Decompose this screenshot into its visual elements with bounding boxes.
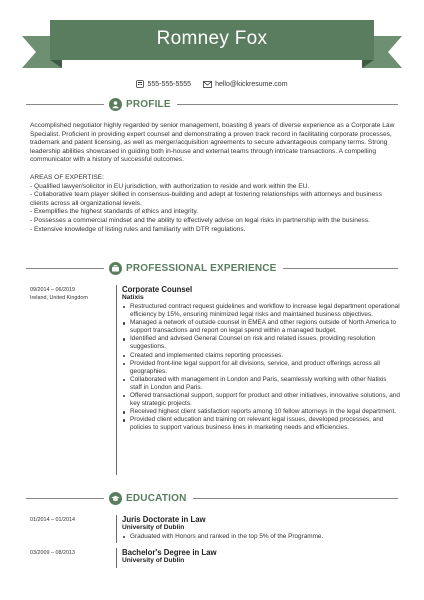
list-item: Identified and advised General Counsel on risk and related issues, providing resolution suggestions. [122, 335, 400, 351]
contact-email [203, 81, 287, 88]
divider [177, 104, 398, 105]
list-item: Received highest client satisfaction reports among 10 fellow attorneys in the legal department. [122, 408, 400, 416]
entry-meta [30, 286, 110, 302]
entry-body [122, 515, 400, 541]
divider [283, 268, 398, 269]
education-dates: 03/2009 – 08/2013 [30, 550, 75, 556]
education-section-header [26, 490, 398, 506]
list-item: Restructured contract request guidelines and workflow to increase legal department operational efficiency by 15%, ensuring minimized legal risks and maintained business objectives. [122, 303, 400, 319]
list-item: Managed a network of outside counsel in EMEA and other regions outside of North America to support transactions and report on legal spend within a managed budget. [122, 319, 400, 335]
degree-title: Bachelor's Degree in Law [122, 548, 217, 557]
divider [26, 498, 104, 499]
entry-meta [30, 516, 110, 524]
entry-meta [30, 549, 110, 557]
list-item: Offered transactional support, support for product and other initiatives, innovative solutions, and key strategic projects. [122, 392, 400, 408]
divider [26, 268, 104, 269]
experience-section-header [26, 260, 398, 276]
section-title: EDUCATION [126, 492, 187, 504]
entry-body [122, 285, 400, 433]
profile-section-header [26, 96, 398, 112]
phone-number[interactable]: 555-555-5555 [147, 80, 192, 88]
name-ribbon-banner [0, 0, 424, 80]
entry-body [122, 548, 400, 565]
list-item: Provided client education and training on relevant legal issues, developed processes, and policies to support various business lines in marketing needs and efficiencies. [122, 416, 400, 432]
section-title: PROFILE [126, 98, 171, 110]
area-item: - Extensive knowledge of listing rules and familiarity with DTR regulations. [30, 225, 246, 233]
candidate-name: Romney Fox [156, 28, 268, 49]
timeline-rule [116, 285, 117, 475]
area-item: - Qualified lawyer/solicitor in EU jurisdiction, with authorization to reside and work within the EU. [30, 182, 310, 190]
school-name: University of Dublin [122, 524, 185, 531]
list-item: Graduated with Honors and ranked in the top 5% of the Programme. [122, 533, 400, 541]
email-address[interactable]: hello@kickresume.com [215, 80, 288, 88]
area-item: - Exemplifies the highest standards of ethics and integrity. [30, 208, 199, 216]
company-name: Natixis [122, 294, 144, 301]
section-title: PROFESSIONAL EXPERIENCE [126, 262, 277, 274]
profile-summary: Accomplished negotiator highly regarded by senior management, boasting 8 years of diverse experience as a Corporate Law Specialist. Proficient in providing expert counsel and demonstrating a proven track record in facilitating corporate processes, trademark and patent licensing, as well as merger/acquisition agreements to secure advantageous company terms. Strong leadership abilities showcased in guiding both in-house and external teams through intricate transactions. A compelling communicator with a history of successful outcomes. [30, 122, 395, 164]
contact-bar [0, 80, 424, 88]
user-icon [109, 98, 122, 111]
timeline-rule [116, 515, 117, 543]
education-dates: 01/2014 – 01/2014 [30, 517, 75, 523]
areas-heading: AREAS OF EXPERTISE: [30, 173, 104, 181]
profile-section [30, 122, 400, 234]
job-title: Corporate Counsel [122, 285, 193, 294]
list-item: Created and implemented claims reporting processes. [122, 352, 400, 360]
email-icon [203, 81, 212, 88]
job-dates: 09/2014 – 06/2019 [30, 287, 75, 293]
divider [193, 498, 398, 499]
contact-phone [136, 80, 191, 88]
graduation-cap-icon [109, 492, 122, 505]
phone-icon [136, 80, 144, 88]
list-item: Collaborated with management in London and Paris, seamlessly working with other Natixis staff in London and Paris. [122, 376, 400, 392]
education-bullets [122, 533, 400, 541]
school-name: University of Dublin [122, 557, 185, 564]
timeline-rule [116, 548, 117, 568]
area-item: - Collaborative team player skilled in consensus-building and adept at fostering relationships with attorneys and business clients across all organizational levels. [30, 191, 382, 207]
divider [26, 104, 104, 105]
briefcase-icon [109, 262, 122, 275]
job-bullets [122, 303, 400, 433]
list-item: Provided front-line legal support for all divisions, service, and product offerings across all geographies. [122, 360, 400, 376]
degree-title: Juris Doctorate in Law [122, 515, 206, 524]
area-item: - Possesses a commercial mindset and the ability to effectively advise on legal risks in partnership with the business. [30, 216, 370, 224]
job-location: Ireland, United Kingdom [30, 295, 88, 301]
